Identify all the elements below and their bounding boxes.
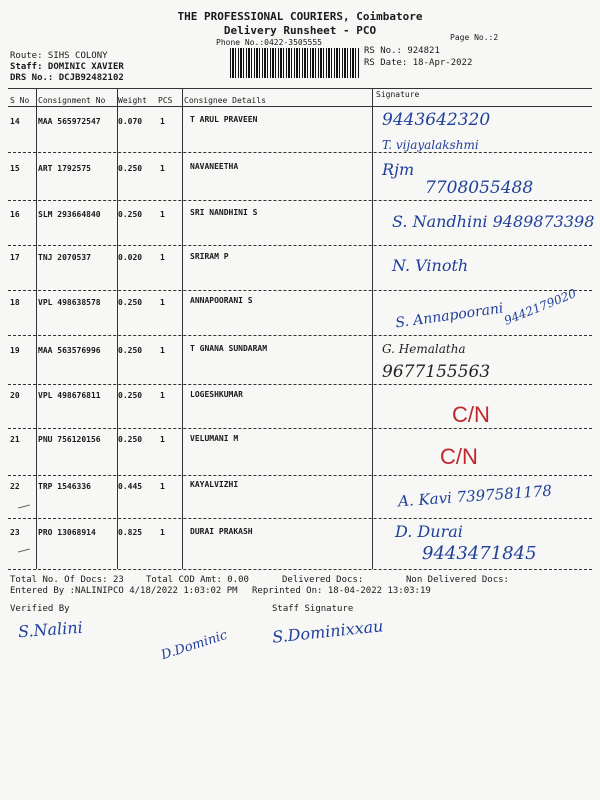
row-consignment: PNU 756120156: [38, 435, 101, 444]
row-signature: A. Kavi 7397581178: [397, 481, 553, 511]
row-consignee: SRI NANDHINI S: [190, 208, 258, 217]
route: Route: SIHS COLONY: [10, 51, 108, 61]
row-consignment: TNJ 2070537: [38, 253, 91, 262]
row-divider: [8, 384, 592, 385]
row-signature: N. Vinoth: [392, 256, 469, 275]
row-sno: 18: [10, 298, 20, 307]
row-signature: C/N: [440, 444, 478, 469]
phone-number: Phone No.:0422-3505555: [216, 38, 322, 47]
column-header-signature: Signature: [376, 90, 420, 99]
row-divider: [8, 290, 592, 291]
row-divider: [8, 569, 592, 570]
row-sno: 20: [10, 391, 20, 400]
row-consignment: MAA 565972547: [38, 117, 101, 126]
column-divider: [117, 88, 118, 569]
column-divider: [372, 88, 373, 569]
row-weight: 0.250: [118, 164, 143, 173]
staff-signature-stamp: D.Dominic: [159, 627, 230, 664]
column-header-pcs: PCS: [158, 96, 173, 105]
column-divider: [182, 88, 183, 569]
row-consignee: LOGESHKUMAR: [190, 390, 243, 399]
row-consignee: DURAI PRAKASH: [190, 527, 253, 536]
row-consignee: KAYALVIZHI: [190, 480, 239, 489]
row-pcs: 1: [160, 117, 165, 126]
row-consignment: SLM 293664840: [38, 210, 101, 219]
row-sno: 17: [10, 253, 20, 262]
row-consignee: SRIRAM P: [190, 252, 229, 261]
row-divider: [8, 428, 592, 429]
row-weight: 0.250: [118, 435, 143, 444]
row-signature-note: 9442179020: [502, 286, 579, 328]
column-header-consignee: Consignee Details: [184, 96, 266, 105]
row-signature: C/N: [452, 402, 490, 427]
company-name: THE PROFESSIONAL COURIERS, Coimbatore: [177, 10, 423, 23]
row-consignment: VPL 498676811: [38, 391, 101, 400]
row-weight: 0.445: [118, 482, 143, 491]
row-consignment: VPL 498638578: [38, 298, 101, 307]
margin-mark: [18, 504, 30, 508]
row-sno: 23: [10, 528, 20, 537]
row-weight: 0.070: [118, 117, 143, 126]
row-divider: [8, 245, 592, 246]
row-signature: G. Hemalatha: [382, 342, 466, 356]
total-docs: Total No. Of Docs: 23: [10, 575, 124, 585]
row-sno: 15: [10, 164, 20, 173]
row-divider: [8, 152, 592, 153]
rs-date: RS Date: 18-Apr-2022: [364, 58, 473, 68]
row-signature-note: 9443471845: [422, 543, 537, 564]
row-signature: S. Annapoorani: [394, 300, 505, 332]
row-pcs: 1: [160, 298, 165, 307]
row-signature: S. Nandhini 9489873398: [392, 212, 595, 231]
row-consignment: ART 1792575: [38, 164, 91, 173]
barcode: [230, 48, 360, 78]
row-pcs: 1: [160, 253, 165, 262]
row-sno: 14: [10, 117, 20, 126]
column-divider: [36, 88, 37, 569]
table-header-border: [8, 106, 592, 107]
row-pcs: 1: [160, 528, 165, 537]
verifier-signature: S.Nalini: [17, 617, 84, 642]
row-divider: [8, 475, 592, 476]
table-top-border: [8, 88, 592, 89]
total-cod: Total COD Amt: 0.00: [146, 575, 249, 585]
rs-number: RS No.: 924821: [364, 46, 440, 56]
row-pcs: 1: [160, 482, 165, 491]
row-consignment: TRP 1546336: [38, 482, 91, 491]
row-weight: 0.250: [118, 298, 143, 307]
row-signature: 9443642320: [382, 110, 491, 130]
entered-by: Entered By :NALINIPCO 4/18/2022 1:03:02 PM: [10, 586, 238, 596]
row-consignee: ANNAPOORANI S: [190, 296, 253, 305]
row-sno: 16: [10, 210, 20, 219]
drs-number: DRS No.: DCJB92482102: [10, 73, 124, 83]
row-weight: 0.250: [118, 210, 143, 219]
staff-signature: S.Dominixxau: [271, 616, 385, 647]
row-signature-note: T. vijayalakshmi: [382, 138, 479, 152]
row-pcs: 1: [160, 210, 165, 219]
row-sno: 19: [10, 346, 20, 355]
staff-signature-label: Staff Signature: [272, 604, 354, 614]
non-delivered-docs: Non Delivered Docs:: [406, 575, 509, 585]
row-pcs: 1: [160, 164, 165, 173]
row-divider: [8, 518, 592, 519]
column-header-sno: S No: [10, 96, 30, 105]
row-weight: 0.250: [118, 346, 143, 355]
delivered-docs: Delivered Docs:: [282, 575, 364, 585]
row-consignee: VELUMANI M: [190, 434, 239, 443]
row-signature: D. Durai: [395, 522, 463, 541]
row-weight: 0.250: [118, 391, 143, 400]
row-weight: 0.020: [118, 253, 143, 262]
document-title: Delivery Runsheet - PCO: [223, 24, 377, 37]
row-signature-note: 9677155563: [382, 362, 491, 382]
row-weight: 0.825: [118, 528, 143, 537]
page-number: Page No.:2: [450, 33, 499, 42]
row-consignment: PRO 13068914: [38, 528, 96, 537]
row-signature-note: 7708055488: [425, 178, 534, 198]
column-header-weight: Weight: [118, 96, 147, 105]
row-consignment: MAA 563576996: [38, 346, 101, 355]
row-sno: 21: [10, 435, 20, 444]
column-header-consignment: Consignment No: [38, 96, 106, 105]
row-signature: Rjm: [382, 160, 415, 179]
row-pcs: 1: [160, 391, 165, 400]
row-pcs: 1: [160, 435, 165, 444]
row-sno: 22: [10, 482, 20, 491]
row-consignee: NAVANEETHA: [190, 162, 239, 171]
reprinted-on: Reprinted On: 18-04-2022 13:03:19: [252, 586, 431, 596]
margin-mark: [18, 548, 30, 552]
staff: Staff: DOMINIC XAVIER: [10, 62, 124, 72]
row-divider: [8, 335, 592, 336]
row-pcs: 1: [160, 346, 165, 355]
verified-by-label: Verified By: [10, 604, 70, 614]
row-divider: [8, 200, 592, 201]
row-consignee: T GNANA SUNDARAM: [190, 344, 268, 353]
row-consignee: T ARUL PRAVEEN: [190, 115, 258, 124]
